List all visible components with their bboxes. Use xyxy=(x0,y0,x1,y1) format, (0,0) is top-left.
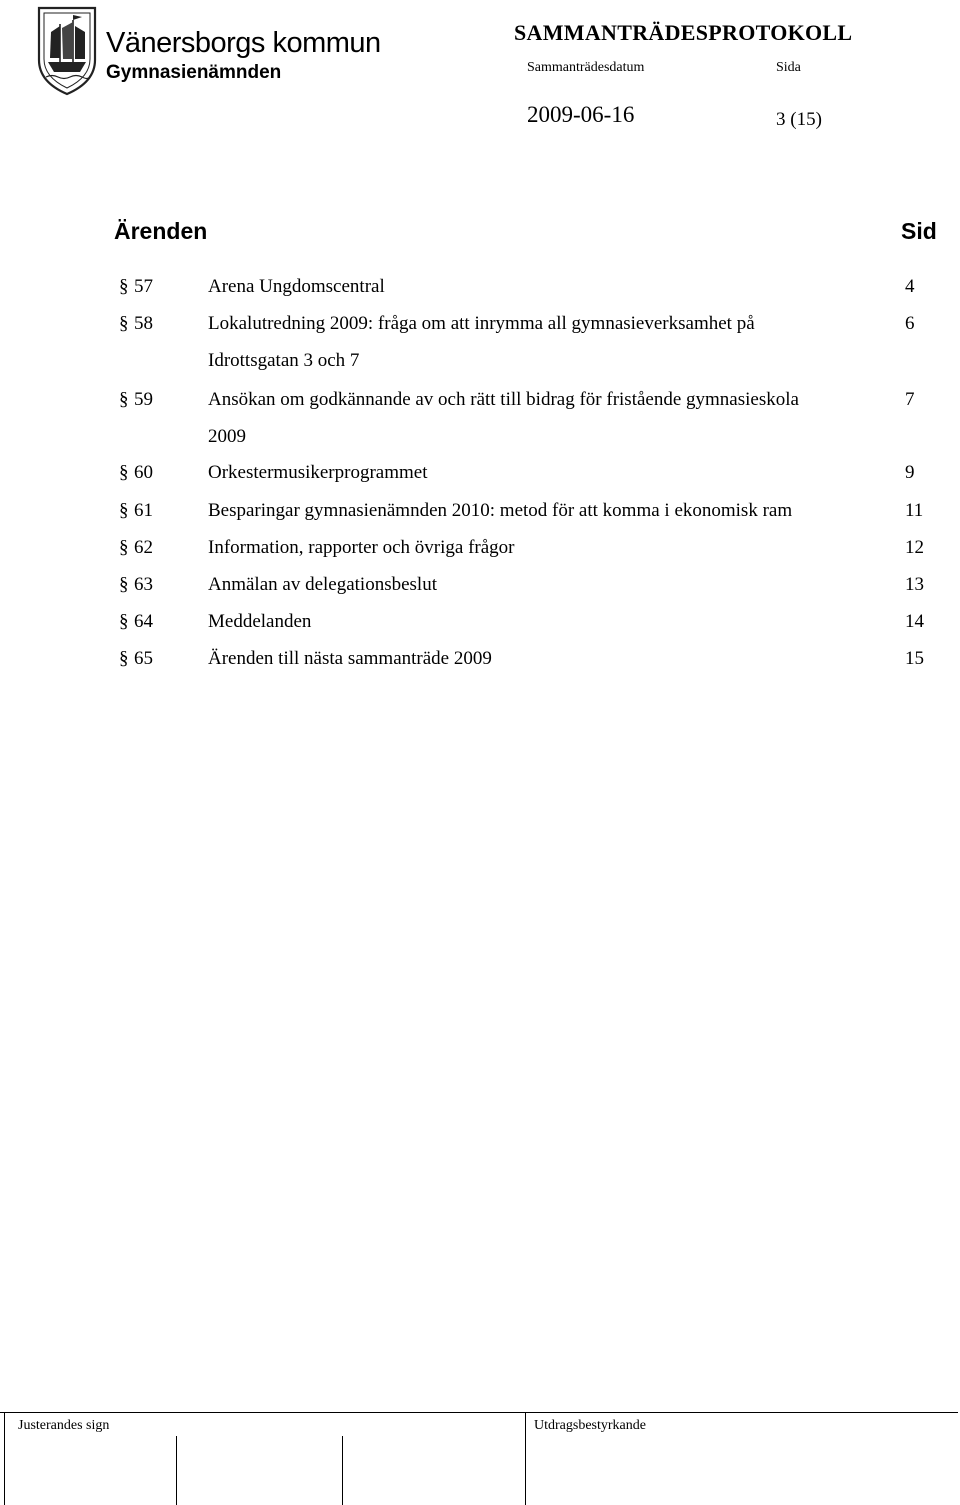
footer-middle-border xyxy=(525,1412,526,1505)
toc-row xyxy=(0,500,960,530)
toc-item-title: Besparingar gymnasienämnden 2010: metod för att komma i ekonomisk ram xyxy=(208,500,793,521)
document-type-title: SAMMANTRÄDESPROTOKOLL xyxy=(514,20,853,45)
section-sign: § xyxy=(119,462,129,483)
toc-item-title-continued: 2009 xyxy=(208,426,246,447)
section-sign: § xyxy=(119,500,129,521)
toc-item-title: Information, rapporter och övriga frågor xyxy=(208,537,515,558)
toc-row xyxy=(0,611,960,641)
toc-row xyxy=(0,313,960,343)
toc-row xyxy=(0,276,960,306)
toc-item-number: § 64 xyxy=(119,611,153,632)
toc-row xyxy=(0,389,960,419)
signature-label: Justerandes sign xyxy=(18,1418,110,1433)
meeting-date: 2009-06-16 xyxy=(527,102,635,127)
section-sign: § xyxy=(119,389,129,410)
toc-item-page: 15 xyxy=(905,648,924,669)
section-sign: § xyxy=(119,574,129,595)
toc-item-page: 7 xyxy=(905,389,915,410)
toc-item-page: 14 xyxy=(905,611,924,632)
toc-heading-items: Ärenden xyxy=(114,218,208,244)
toc-row xyxy=(0,462,960,492)
toc-item-number: § 58 xyxy=(119,313,153,334)
page-label: Sida xyxy=(776,60,801,75)
toc-item-title: Lokalutredning 2009: fråga om att inrymma all gymnasieverksamhet på xyxy=(208,313,755,334)
toc-item-title: Ärenden till nästa sammanträde 2009 xyxy=(208,648,492,669)
toc-item-title: Ansökan om godkännande av och rätt till bidrag för fristående gymnasieskola xyxy=(208,389,799,410)
toc-item-page: 13 xyxy=(905,574,924,595)
section-sign: § xyxy=(119,313,129,334)
toc-item-title: Arena Ungdomscentral xyxy=(208,276,385,297)
organization-name: Vänersborgs kommun xyxy=(106,27,381,59)
section-sign: § xyxy=(119,648,129,669)
toc-row xyxy=(0,648,960,678)
toc-item-number: § 60 xyxy=(119,462,153,483)
toc-row xyxy=(0,574,960,604)
meeting-date-label: Sammanträdesdatum xyxy=(527,60,645,75)
toc-item-number: § 65 xyxy=(119,648,153,669)
toc-item-page: 12 xyxy=(905,537,924,558)
toc-item-page: 9 xyxy=(905,462,915,483)
toc-item-page: 11 xyxy=(905,500,924,521)
municipal-crest-logo xyxy=(36,2,98,97)
sign-box-divider xyxy=(176,1436,177,1505)
toc-item-page: 4 xyxy=(905,276,915,297)
toc-item-number: § 59 xyxy=(119,389,153,410)
page-number: 3 (15) xyxy=(776,109,822,130)
sign-box-divider xyxy=(342,1436,343,1505)
toc-item-title-continued: Idrottsgatan 3 och 7 xyxy=(208,350,360,371)
footer-left-border xyxy=(4,1412,5,1505)
footer-divider xyxy=(0,1412,958,1413)
section-sign: § xyxy=(119,276,129,297)
toc-item-title: Anmälan av delegationsbeslut xyxy=(208,574,437,595)
toc-item-number: § 61 xyxy=(119,500,153,521)
toc-item-title: Orkestermusikerprogrammet xyxy=(208,462,428,483)
toc-item-page: 6 xyxy=(905,313,915,334)
toc-item-number: § 62 xyxy=(119,537,153,558)
committee-name: Gymnasienämnden xyxy=(106,62,282,83)
toc-heading-page: Sid xyxy=(901,218,937,244)
toc-row xyxy=(0,537,960,567)
extract-certification-label: Utdragsbestyrkande xyxy=(534,1418,646,1433)
toc-item-number: § 63 xyxy=(119,574,153,595)
toc-item-title: Meddelanden xyxy=(208,611,312,632)
section-sign: § xyxy=(119,537,129,558)
section-sign: § xyxy=(119,611,129,632)
toc-item-number: § 57 xyxy=(119,276,153,297)
